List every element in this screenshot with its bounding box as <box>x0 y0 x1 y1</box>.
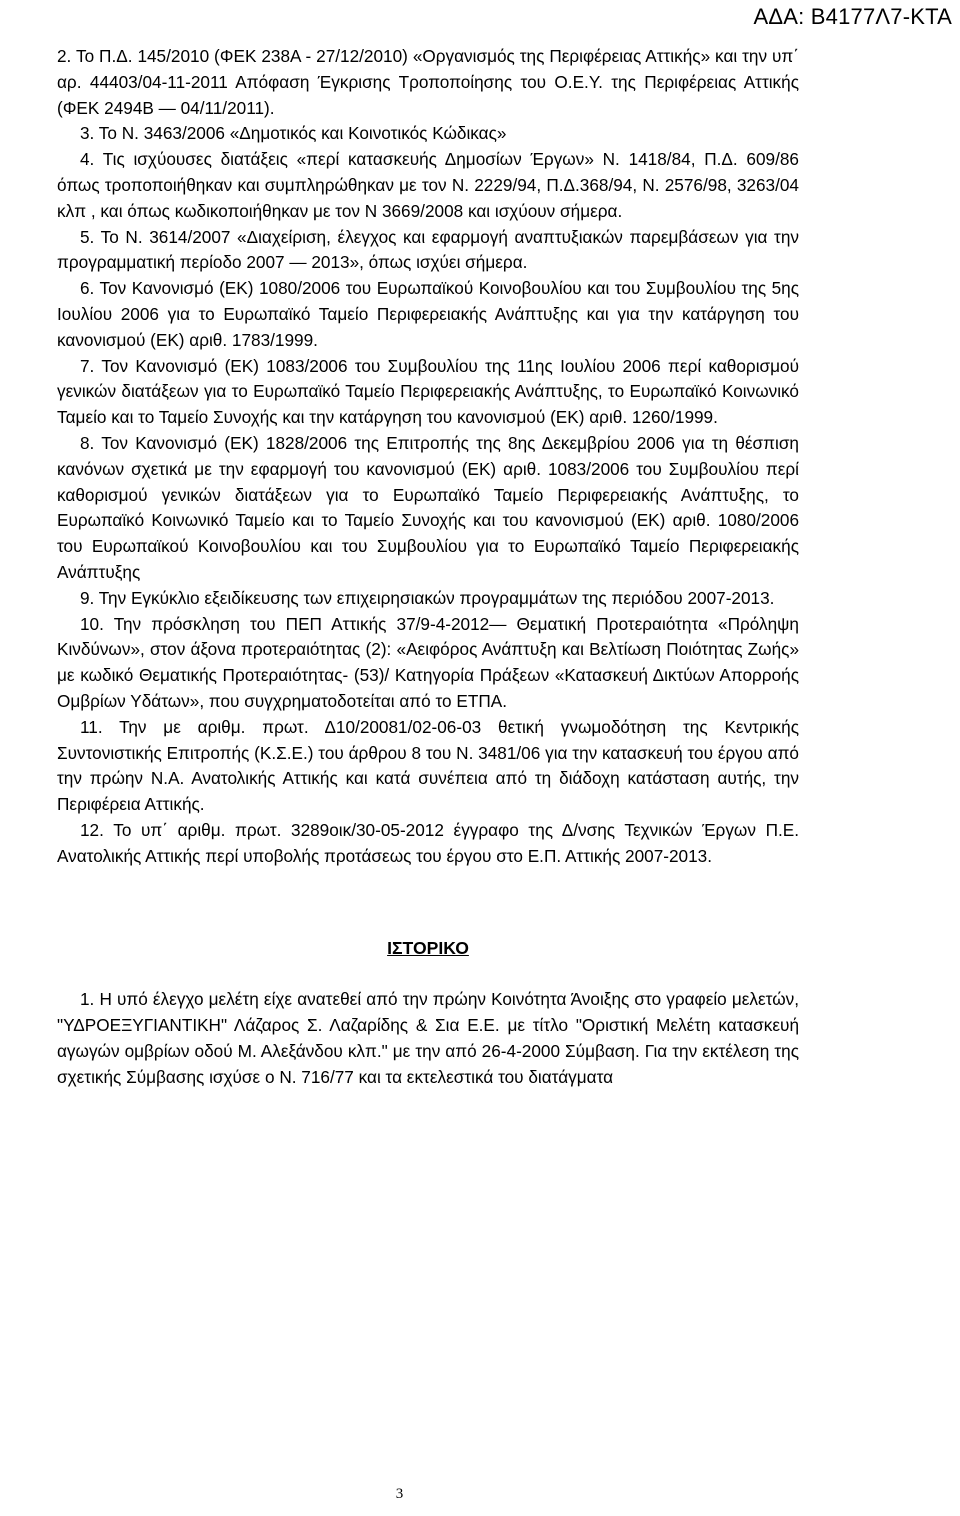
history-paragraph-1: 1. Η υπό έλεγχο μελέτη είχε ανατεθεί από την πρώην Κοινότητα Άνοιξης στο γραφείο μελετών, "ΥΔΡΟΕΞΥΓΙΑΝΤΙΚΗ" Λάζαρος Σ. Λαζαρίδης & Σια Ε.Ε. με τίτλο "Οριστική Μελέτη κατασκευή αγωγών ομβρίων οδού Μ. Αλεξάνδου κλπ." με την από 26-4-2000 Σύμβαση. Για την εκτέλεση της σχετικής Σύμβασης ισχύσε ο Ν. 716/77 και τα εκτελεστικά του διατάγματα <box>57 989 799 1087</box>
paragraph-3: 3. Το Ν. 3463/2006 «Δημοτικός και Κοινοτικός Κώδικας» <box>80 123 507 144</box>
paragraph-7: 7. Τον Κανονισμό (ΕΚ) 1083/2006 του Συμβουλίου της 11ης Ιουλίου 2006 περί καθορισμού γενικών διατάξεων για το Ευρωπαϊκό Ταμείο Περιφερειακής Ανάπτυξης, το Ευρωπαϊκό Κοινωνικό Ταμείο και το Ταμείο Συνοχής και την κατάργηση του κανονισμού (ΕΚ) αριθ. 1260/1999. <box>57 355 799 428</box>
paragraph-4: 4. Τις ισχύουσες διατάξεις «περί κατασκευής Δημοσίων Έργων» Ν. 1418/84, Π.Δ. 609/86 όπως τροποποιήθηκαν και συμπληρώθηκαν με τον Ν. 2229/94, Π.Δ.368/94, Ν. 2576/98, 3263/04 κλπ , και όπως κωδικοποιήθηκαν με τον Ν 3669/2008 και ισχύουν σήμερα. <box>57 149 799 221</box>
paragraph-9: 9. Την Εγκύκλιο εξειδίκευσης των επιχειρησιακών προγραμμάτων της περιόδου 2007-2013. <box>80 587 775 608</box>
paragraph-5: 5. Το Ν. 3614/2007 «Διαχείριση, έλεγχος και εφαρμογή αναπτυξιακών παρεμβάσεων για την προγραμματική περίοδο 2007 — 2013», όπως ισχύει σήμερα. <box>57 226 799 273</box>
document-body <box>57 44 799 1090</box>
paragraph-2: 2. Το Π.Δ. 145/2010 (ΦΕΚ 238Α - 27/12/2010) «Οργανισμός της Περιφέρειας Αττικής» και την υπ΄ αρ. 44403/04-11-2011 Απόφαση Έγκρισης Τροποποίησης του Ο.Ε.Υ. της Περιφέρειας Αττικής (ΦΕΚ 2494Β — 04/11/2011). <box>57 46 799 118</box>
page-number: 3 <box>395 1486 404 1502</box>
paragraph-12: 12. Το υπ΄ αριθμ. πρωτ. 3289οικ/30-05-2012 έγγραφο της Δ/νσης Τεχνικών Έργων Π.Ε. Ανατολικής Αττικής περί υποβολής προτάσεως του έργου στο Ε.Π. Αττικής 2007-2013. <box>57 819 799 866</box>
paragraph-8: 8. Τον Κανονισμό (ΕΚ) 1828/2006 της Επιτροπής της 8ης Δεκεμβρίου 2006 για τη θέσπιση κανόνων σχετικά με την εφαρμογή του κανονισμού (ΕΚ) αριθ. 1083/2006 του Συμβουλίου περί καθορισμού γενικών διατάξεων για το Ευρωπαϊκό Ταμείο Περιφερειακής Ανάπτυξης, το Ευρωπαϊκό Κοινωνικό Ταμείο και το Ταμείο Συνοχής και του κανονισμού (ΕΚ) αριθ. 1080/2006 του Ευρωπαϊκού Κοινοβουλίου και του Συμβουλίου για το Ευρωπαϊκό Ταμείο Περιφερειακής Ανάπτυξης <box>57 432 799 582</box>
paragraph-11: 11. Την με αριθμ. πρωτ. Δ10/20081/02-06-03 θετική γνωμοδότηση της Κεντρικής Συντονιστικής Επιτροπής (Κ.Σ.Ε.) του άρθρου 8 του Ν. 3481/06 για την κατασκευή του έργου από την πρώην Ν.Α. Ανατολικής Αττικής και κατά συνέπεια από τη διάδοχη κατάσταση αυτής, την Περιφέρεια Αττικής. <box>57 716 799 815</box>
paragraph-6: 6. Τον Κανονισμό (ΕΚ) 1080/2006 του Ευρωπαϊκού Κοινοβουλίου και του Συμβουλίου της 5ης Ιουλίου 2006 για το Ευρωπαϊκό Ταμείο Περιφερειακής Ανάπτυξης και για την κατάργηση του κανονισμού (ΕΚ) αριθ. 1783/1999. <box>57 278 799 350</box>
ada-code: ΑΔΑ: Β4177Λ7-ΚΤΑ <box>753 4 952 29</box>
paragraph-10: 10. Την πρόσκληση του ΠΕΠ Αττικής 37/9-4-2012— Θεματική Προτεραιότητα «Πρόληψη Κινδύνων», στον άξονα προτεραιότητας (2): «Αειφόρος Ανάπτυξη και Βελτίωση Ποιότητας Ζωής» με κωδικό Θεματικής Προτεραιότητας- (53)/ Κατηγορία Πράξεων «Κατασκευή Δικτύων Απορροής Ομβρίων Υδάτων», που συγχρηματοδοτείται από το ΕΤΠΑ. <box>57 613 799 711</box>
section-heading: ΙΣΤΟΡΙΚΟ <box>387 937 469 958</box>
